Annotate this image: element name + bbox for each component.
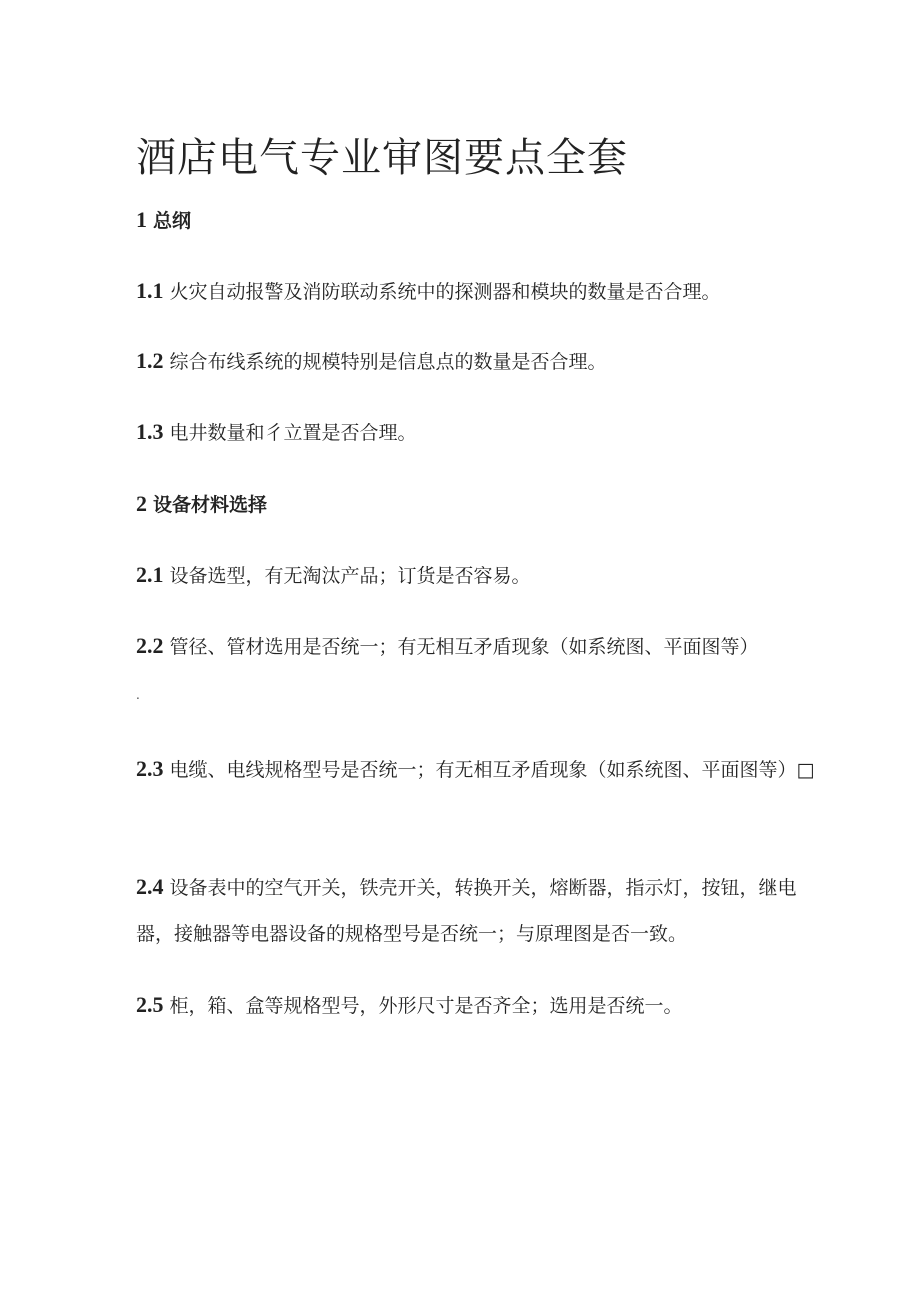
list-item-1-1 [136, 268, 816, 315]
list-item-2-5 [136, 982, 816, 1029]
item-number: 2.3 [136, 756, 164, 781]
list-item-2-4 [136, 864, 816, 957]
item-text: 设备表中的空气开关，铁壳开关，转换开关，熔断器，指示灯，按钮，继电器，接触器等电器设备的规格型号是否统一；与原理图是否一致。 [136, 877, 797, 945]
item-number: 1.1 [136, 278, 164, 303]
list-item-2-1 [136, 552, 816, 599]
item-text: 电井数量和彳立置是否合理。 [169, 422, 417, 444]
item-number: 1.2 [136, 348, 164, 373]
item-number: 2.1 [136, 562, 164, 587]
item-text: 柜，箱、盒等规格型号，外形尺寸是否齐全；选用是否统一。 [169, 995, 683, 1017]
section-number: 2 [136, 491, 147, 516]
item-text: 火灾自动报警及消防联动系统中的探测器和模块的数量是否合理。 [169, 281, 721, 303]
item-number: 2.5 [136, 992, 164, 1017]
item-number: 1.3 [136, 419, 164, 444]
list-item-2-2 [136, 623, 816, 670]
section-heading-text: 设备材料选择 [153, 494, 268, 516]
page-title: 酒店电气专业审图要点全套 [136, 135, 628, 181]
list-item-1-3 [136, 409, 816, 456]
item-number: 2.2 [136, 633, 164, 658]
list-item-1-2 [136, 338, 816, 385]
section-heading-text: 总纲 [153, 210, 192, 232]
item-text: 管径、管材选用是否统一；有无相互矛盾现象（如系统图、平面图等） [169, 636, 759, 658]
item-text: 设备选型，有无淘汰产品；订货是否容易。 [169, 565, 531, 587]
section-number: 1 [136, 207, 147, 232]
section-heading-1 [136, 197, 816, 244]
item-text: 综合布线系统的规模特别是信息点的数量是否合理。 [169, 351, 607, 373]
item-number: 2.4 [136, 874, 164, 899]
trailing-period: . [136, 688, 140, 702]
list-item-2-3 [136, 746, 816, 793]
section-heading-2 [136, 481, 816, 528]
item-text: 电缆、电线规格型号是否统一；有无相互矛盾现象（如系统图、平面图等）□ [169, 759, 815, 781]
